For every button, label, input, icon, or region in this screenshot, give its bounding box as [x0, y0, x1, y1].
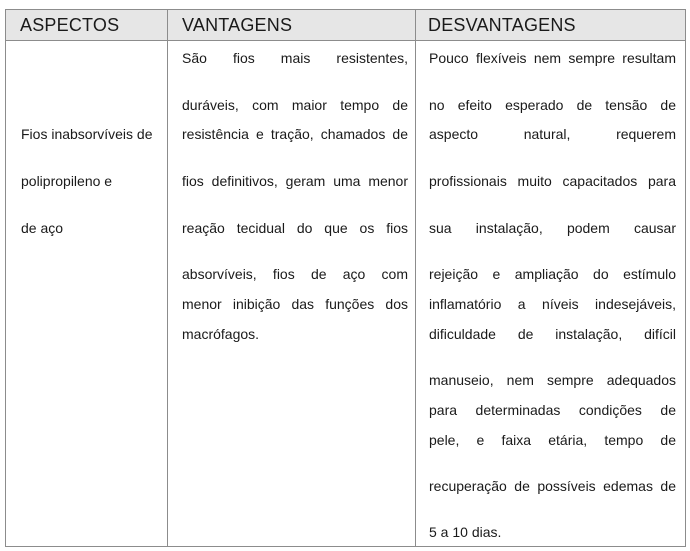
column-divider — [167, 10, 168, 546]
aspectos-line: de aço — [21, 220, 64, 236]
desvantagens-line: manuseio, nem sempre adequados — [429, 372, 676, 388]
desvantagens-line: rejeição e ampliação do estímulo — [429, 266, 676, 282]
desvantagens-line: Pouco flexíveis nem sempre resultam — [429, 50, 676, 66]
desvantagens-line: profissionais muito capacitados para — [429, 173, 676, 189]
vantagens-line: menor inibição das funções dos — [182, 296, 408, 312]
table-header-row — [6, 10, 685, 41]
desvantagens-line: 5 a 10 dias. — [429, 524, 502, 540]
comparison-table — [5, 9, 686, 547]
desvantagens-line: para determinadas condições de — [429, 402, 676, 418]
desvantagens-line: pele, e faixa etária, tempo de — [429, 432, 676, 448]
aspectos-line: Fios inabsorvíveis de — [21, 126, 153, 142]
vantagens-line: absorvíveis, fios de aço com — [182, 266, 408, 282]
vantagens-line: duráveis, com maior tempo de — [182, 97, 408, 113]
column-divider — [415, 10, 416, 546]
desvantagens-line: dificuldade de instalação, difícil — [429, 326, 676, 342]
desvantagens-line: no efeito esperado de tensão de — [429, 97, 676, 113]
desvantagens-line: inflamatório a níveis indesejáveis, — [429, 296, 676, 312]
vantagens-line: fios definitivos, geram uma menor — [182, 173, 408, 189]
vantagens-line: São fios mais resistentes, — [182, 50, 408, 66]
vantagens-line: reação tecidual do que os fios — [182, 220, 408, 236]
header-desvantagens: DESVANTAGENS — [428, 15, 576, 35]
header-vantagens: VANTAGENS — [182, 15, 293, 35]
vantagens-line: macrófagos. — [182, 326, 260, 342]
desvantagens-line: sua instalação, podem causar — [429, 220, 676, 236]
desvantagens-line: recuperação de possíveis edemas de — [429, 478, 676, 494]
header-aspectos: ASPECTOS — [20, 15, 120, 35]
aspectos-line: polipropileno e — [21, 173, 113, 189]
vantagens-line: resistência e tração, chamados de — [182, 126, 408, 142]
desvantagens-line: aspecto natural, requerem — [429, 126, 676, 142]
